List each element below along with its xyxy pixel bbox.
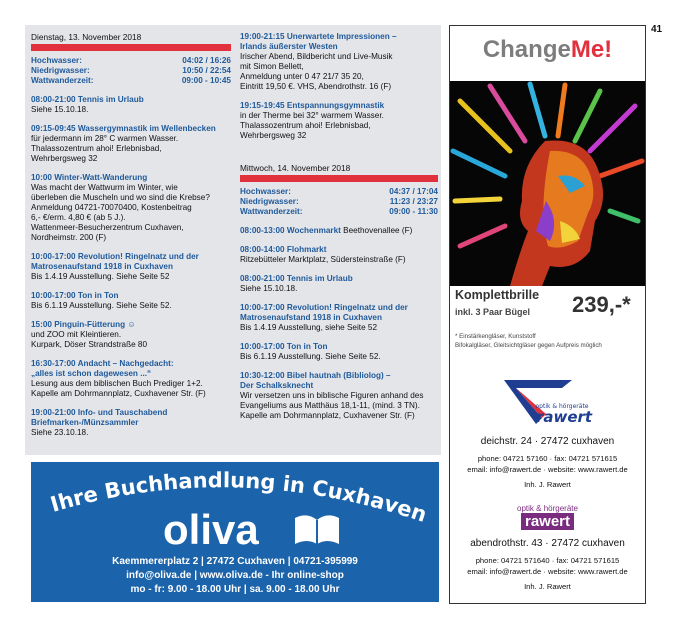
date-header: Dienstag, 13. November 2018	[31, 32, 142, 42]
tide-label: Niedrigwasser:	[240, 197, 299, 206]
event-description: Was macht der Wattwurm im Winter, wie überleben die Muscheln und wo sind die Krebse? Anmeldung 04721-70070400, Kostenbeitrag 6,- €/erm. 4,80 € (ab 5 J.). Wattenmeer-Besucherzentrum Cuxhaven, Nordheimstr. 200 (F)	[31, 183, 210, 242]
tide-value: 09:00 - 11:30	[389, 207, 438, 216]
store2-owner: Inh. J. Rawert	[524, 582, 571, 591]
event-description: Irischer Abend, Bildbericht und Live-Musik mit Simon Bellett, Anmeldung unter 0 47 21/7 35 20, Eintritt 19,50 €. VHS, Abendrothstr. 16 (F)	[240, 52, 393, 91]
event-title	[31, 359, 231, 379]
event-list	[240, 32, 438, 141]
event-title-text: 15:00 Pinguin-Fütterung ☺	[31, 320, 136, 329]
store2-address: abendrothstr. 43 · 27472 cuxhaven	[470, 538, 625, 549]
event-list	[31, 95, 231, 438]
event-list	[240, 226, 438, 421]
event-title	[31, 408, 231, 428]
logo-name: rawert	[521, 513, 574, 530]
event-title	[31, 320, 231, 330]
event-item	[240, 101, 438, 141]
event-title	[31, 291, 231, 301]
event-title	[240, 274, 438, 284]
event-title-text: 08:00-21:00 Tennis im Urlaub	[31, 95, 144, 104]
event-item	[31, 291, 231, 311]
event-title	[240, 226, 438, 236]
store1-address: deichstr. 24 · 27472 cuxhaven	[480, 436, 615, 447]
event-title	[31, 95, 231, 105]
optician-ad[interactable]	[449, 25, 646, 604]
tide-row	[240, 207, 438, 217]
event-title	[240, 32, 438, 52]
ad-slogan: Ihre Buchhandlung in Cuxhaven	[47, 468, 430, 527]
event-description: Siehe 15.10.18.	[240, 284, 298, 293]
date-divider	[240, 175, 438, 182]
event-title-text: 19:00-21:15 Unerwartete Impressionen – Irlands äußerster Westen	[240, 32, 397, 51]
event-title-text: 09:15-09:45 Wassergymnastik im Wellenbecken	[31, 124, 216, 133]
tide-label: Wattwanderzeit:	[31, 76, 94, 85]
event-description: Lesung aus dem biblischen Buch Prediger 1+2. Kapelle am Dohrmannplatz, Cuxhavener Str. (F)	[31, 379, 206, 398]
logo-tagline: optik & hörgeräte	[517, 504, 578, 513]
tide-row	[240, 197, 438, 207]
events-column-2	[240, 32, 438, 421]
event-title-text: 08:00-21:00 Tennis im Urlaub	[240, 274, 353, 283]
event-item	[31, 95, 231, 115]
tide-row	[31, 66, 231, 76]
event-description: für jedermann im 28° C warmen Wasser. Thalassozentrum ahoi! Erlebnisbad, Wehrbergsweg 32	[31, 134, 179, 163]
event-item	[240, 32, 438, 92]
store1-web[interactable]: email: info@rawert.de · website: www.rawert.de	[467, 465, 628, 474]
event-item	[240, 371, 438, 421]
tide-value: 11:23 / 23:27	[389, 197, 438, 206]
tide-row	[240, 187, 438, 197]
event-item	[31, 359, 231, 399]
colorful-face-image	[450, 81, 645, 286]
date-divider	[31, 44, 231, 51]
event-title-text: 08:00-14:00 Flohmarkt	[240, 245, 327, 254]
event-title	[240, 101, 438, 111]
offer-footnote: * Einstärkengläser, Kunststoff Bifokalgläser, Gleitsichtgläser gegen Aufpreis möglich	[455, 333, 602, 349]
rawert-logo-2	[450, 504, 645, 531]
event-description: Siehe 23.10.18.	[31, 428, 89, 437]
event-description: in der Therme bei 32° warmem Wasser. Thalassozentrum ahoi! Erlebnisbad, Wehrbergsweg 32	[240, 111, 384, 140]
hours-line: mo - fr: 9.00 - 18.00 Uhr | sa. 9.00 - 18.00 Uhr	[130, 584, 340, 595]
page-number: 41	[651, 24, 663, 35]
event-title-text: 10:00-17:00 Ton in Ton	[31, 291, 119, 300]
tide-value: 09:00 - 10:45	[181, 76, 231, 85]
store1-owner: Inh. J. Rawert	[524, 480, 571, 489]
event-description: Siehe 15.10.18.	[31, 105, 89, 114]
bookstore-ad[interactable]	[31, 462, 439, 602]
event-title-text: 10:00-17:00 Revolution! Ringelnatz und der Matrosenaufstand 1918 in Cuxhaven	[240, 303, 408, 322]
event-description: Bis 1.4.19 Ausstellung. Siehe Seite 52	[31, 272, 170, 281]
rawert-logo	[502, 378, 597, 426]
event-title-text: 08:00-13:00 Wochenmarkt	[240, 226, 341, 235]
store2-web[interactable]: email: info@rawert.de · website: www.rawert.de	[467, 567, 628, 576]
tide-row	[31, 76, 231, 86]
tide-table	[31, 56, 231, 86]
event-title	[31, 252, 231, 272]
offer-subtitle: inkl. 3 Paar Bügel	[455, 307, 531, 317]
offer-title: Komplettbrille	[455, 288, 540, 302]
event-title-text: 10:30-12:00 Bibel hautnah (Bibliolog) – Der Schalksknecht	[240, 371, 391, 390]
event-title-text: 10:00-17:00 Revolution! Ringelnatz und der Matrosenaufstand 1918 in Cuxhaven	[31, 252, 199, 271]
event-item	[31, 124, 231, 164]
event-title	[31, 124, 231, 134]
tide-row	[31, 56, 231, 66]
tide-label: Wattwanderzeit:	[240, 207, 303, 216]
event-title-text: 16:30-17:00 Andacht – Nachgedacht: „alles ist schon dagewesen ...“	[31, 359, 174, 378]
event-title	[240, 303, 438, 323]
event-title-text: 10:00-17:00 Ton in Ton	[240, 342, 328, 351]
event-title-text: 19:15-19:45 Entspannungsgymnastik	[240, 101, 385, 110]
web-line[interactable]: info@oliva.de | www.oliva.de - Ihr online-shop	[126, 570, 344, 581]
event-item	[240, 226, 438, 236]
brand-logo: oliva	[163, 506, 259, 553]
contact-line: Kaemmererplatz 2 | 27472 Cuxhaven | 04721-395999	[112, 556, 358, 567]
event-item	[240, 274, 438, 294]
event-item	[31, 173, 231, 243]
event-title-text: 10:00 Winter-Watt-Wanderung	[31, 173, 148, 182]
store1-phone: phone: 04721 57160 · fax: 04721 571615	[477, 454, 618, 463]
tide-table	[240, 187, 438, 217]
event-title	[240, 371, 438, 391]
event-item	[31, 252, 231, 282]
event-description: Bis 6.1.19 Ausstellung. Siehe Seite 52.	[31, 301, 172, 310]
event-title-text: 19:00-21:00 Info- und Tauschabend Briefmarken-/Münzsammler	[31, 408, 168, 427]
tide-value: 10:50 / 22:54	[182, 66, 231, 75]
tide-label: Hochwasser:	[31, 56, 82, 65]
store2-phone: phone: 04721 571640 · fax: 04721 571615	[475, 556, 620, 565]
event-description: Wir versetzen uns in biblische Figuren anhand des Evangeliums aus Matthäus 18,1-11, (mind. 3 TN). Kapelle am Dohrmannplatz, Cuxhavener Str. (F)	[240, 391, 424, 420]
event-title	[31, 173, 231, 183]
event-item	[240, 303, 438, 333]
event-item	[240, 342, 438, 362]
tide-value: 04:37 / 17:04	[389, 187, 438, 196]
date-header: Mittwoch, 14. November 2018	[240, 163, 351, 173]
event-description: Bis 6.1.19 Ausstellung. Siehe Seite 52.	[240, 352, 381, 361]
offer-price: 239,-*	[572, 292, 631, 317]
event-title	[240, 245, 438, 255]
event-description: Ritzebütteler Marktplatz, Südersteinstraße (F)	[240, 255, 406, 264]
event-description: und ZOO mit Kleintieren. Kurpark, Döser Strandstraße 80	[31, 330, 148, 349]
event-description: Bis 1.4.19 Ausstellung, siehe Seite 52	[240, 323, 378, 332]
events-column-1	[31, 32, 231, 438]
tide-label: Hochwasser:	[240, 187, 291, 196]
event-item	[31, 320, 231, 350]
tide-label: Niedrigwasser:	[31, 66, 90, 75]
ad-headline: ChangeMe!	[482, 36, 613, 63]
logo-name: rawert	[535, 408, 593, 426]
event-item	[31, 408, 231, 438]
event-location: Beethovenallee (F)	[340, 226, 413, 235]
tide-value: 04:02 / 16:26	[182, 56, 231, 65]
book-icon	[293, 512, 341, 546]
logo-tagline: optik & hörgeräte	[535, 403, 589, 410]
event-item	[240, 245, 438, 265]
event-title	[240, 342, 438, 352]
